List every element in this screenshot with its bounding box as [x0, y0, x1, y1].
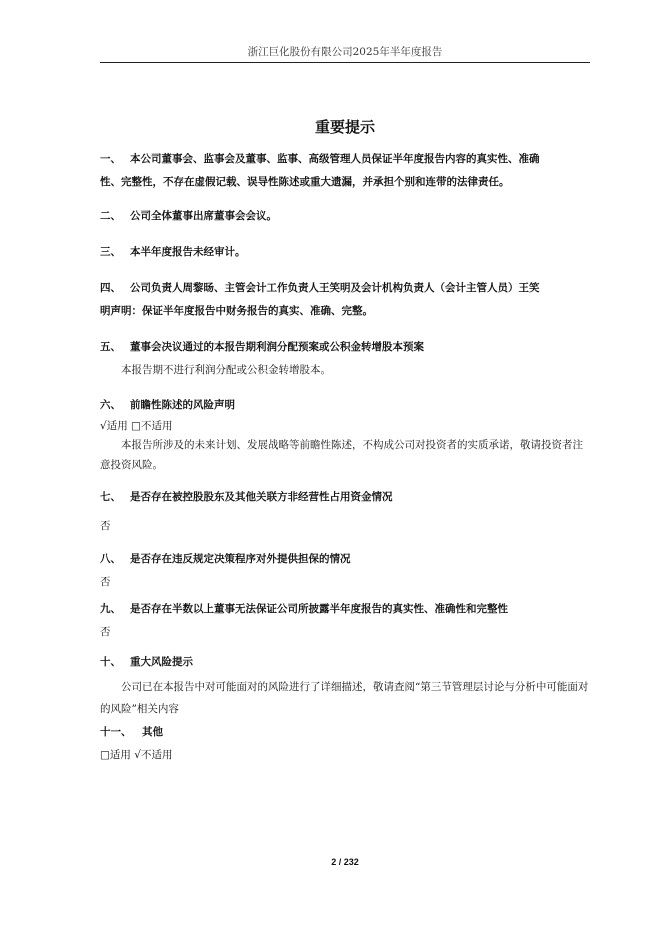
item-3 — [100, 241, 590, 264]
item-body: 否 — [100, 520, 111, 532]
item-number: 二、 — [100, 210, 121, 222]
item-6 — [100, 394, 590, 475]
item-heading: 是否存在被控股股东及其他关联方非经营性占用资金情况 — [130, 491, 393, 503]
item-body: 公司已在本报告中对可能面对的风险进行了详细描述，敬请查阅“第三节管理层讨论与分析中可能面对的风险”相关内容 — [100, 681, 589, 715]
item-2 — [100, 205, 590, 228]
applicability-checkbox: □适用 √不适用 — [100, 749, 173, 761]
item-number: 九、 — [100, 603, 121, 615]
item-1 — [100, 148, 590, 194]
item-number: 三、 — [100, 246, 121, 258]
item-text-line1: 本公司董事会、监事会及董事、监事、高级管理人员保证半年度报告内容的真实性、准确 — [130, 153, 540, 165]
item-number: 七、 — [100, 491, 121, 503]
item-5 — [100, 336, 590, 381]
applicability-checkbox: √适用 □不适用 — [100, 420, 173, 432]
item-heading: 是否存在违反规定决策程序对外提供担保的情况 — [130, 553, 351, 565]
item-text-line1: 公司负责人周黎旸、主管会计工作负责人王笑明及会计机构负责人（会计主管人员）王笑 — [130, 282, 540, 294]
item-heading: 公司全体董事出席董事会会议。 — [130, 210, 277, 222]
item-11 — [100, 721, 590, 766]
item-number: 八、 — [100, 553, 121, 565]
item-number: 一、 — [100, 153, 121, 165]
item-9 — [100, 598, 590, 643]
item-heading: 是否存在半数以上董事无法保证公司所披露半年度报告的真实性、准确性和完整性 — [130, 603, 508, 615]
item-body: 否 — [100, 626, 111, 638]
item-number: 五、 — [100, 341, 121, 353]
running-header: 浙江巨化股份有限公司2025年半年度报告 — [247, 46, 443, 58]
item-heading: 本半年度报告未经审计。 — [130, 246, 246, 258]
item-body: 本报告期不进行利润分配或公积金转增股本。 — [121, 364, 331, 376]
item-text-line2: 明声明：保证半年度报告中财务报告的真实、准确、完整。 — [100, 305, 373, 317]
header-rule — [100, 62, 590, 63]
item-4 — [100, 277, 590, 323]
item-number: 十、 — [100, 656, 121, 668]
item-heading: 重大风险提示 — [130, 656, 193, 668]
item-text-line2: 性、完整性，不存在虚假记载、误导性陈述或重大遗漏，并承担个别和连带的法律责任。 — [100, 176, 510, 188]
item-heading: 董事会决议通过的本报告期利润分配预案或公积金转增股本预案 — [130, 341, 424, 353]
item-10 — [100, 651, 590, 720]
item-heading: 前瞻性陈述的风险声明 — [130, 399, 235, 411]
item-number: 六、 — [100, 399, 121, 411]
item-number: 四、 — [100, 282, 121, 294]
item-8 — [100, 548, 590, 593]
item-body: 否 — [100, 576, 111, 588]
item-heading: 其他 — [142, 726, 163, 738]
item-body: 本报告所涉及的未来计划、发展战略等前瞻性陈述，不构成公司对投资者的实质承诺，敬请投资者注意投资风险。 — [100, 439, 583, 471]
page-title: 重要提示 — [314, 118, 375, 136]
page-number: 2 / 232 — [331, 857, 359, 867]
item-7 — [100, 486, 590, 537]
item-number: 十一、 — [100, 726, 132, 738]
